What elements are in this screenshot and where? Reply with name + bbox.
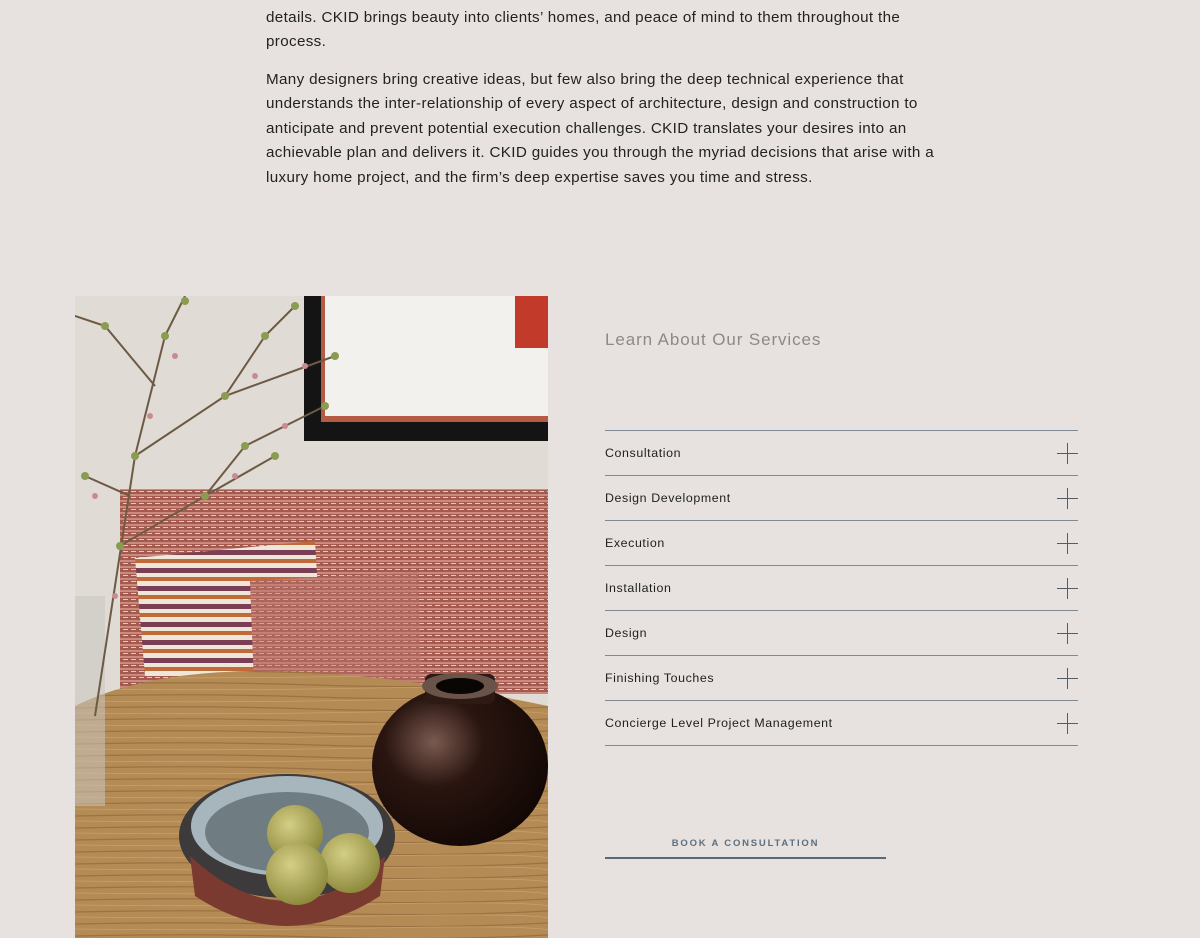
accordion-item-design-development[interactable] [605,476,1078,521]
accordion-item-concierge[interactable] [605,701,1078,746]
plus-icon[interactable] [1057,668,1078,689]
accordion-item-label: Design [605,626,648,640]
accordion-item-label: Finishing Touches [605,671,715,685]
intro-paragraph-1: details. CKID brings beauty into clients’ homes, and peace of mind to them throughout the process. [266,8,901,50]
accordion-item-finishing-touches[interactable] [605,656,1078,701]
plus-icon[interactable] [1057,533,1078,554]
plus-icon[interactable] [1057,713,1078,734]
services-title: Learn About Our Services [605,330,822,349]
accordion-item-installation[interactable] [605,566,1078,611]
accordion-item-execution[interactable] [605,521,1078,566]
book-consultation-button[interactable]: BOOK A CONSULTATION [605,834,886,859]
interior-photo [75,296,548,938]
services-accordion [605,430,1078,746]
plus-icon[interactable] [1057,443,1078,464]
plus-icon[interactable] [1057,623,1078,644]
accordion-item-label: Installation [605,581,672,595]
accordion-item-label: Design Development [605,491,731,505]
intro-section [266,0,936,203]
plus-icon[interactable] [1057,578,1078,599]
accordion-item-label: Execution [605,536,665,550]
plus-icon[interactable] [1057,488,1078,509]
accordion-item-design[interactable] [605,611,1078,656]
accordion-item-label: Concierge Level Project Management [605,716,833,730]
accordion-item-label: Consultation [605,446,682,460]
intro-paragraph-2: Many designers bring creative ideas, but few also bring the deep technical experience that understands the inter-relationship of every aspect of architecture, design and construction to anticipate and prevent potential execution challenges. CKID translates your desires into an achievable plan and delivers it. CKID guides you through the myriad decisions that arise with a luxury home project, and the firm’s deep expertise saves you time and stress. [266,70,935,186]
accordion-item-consultation[interactable] [605,431,1078,476]
